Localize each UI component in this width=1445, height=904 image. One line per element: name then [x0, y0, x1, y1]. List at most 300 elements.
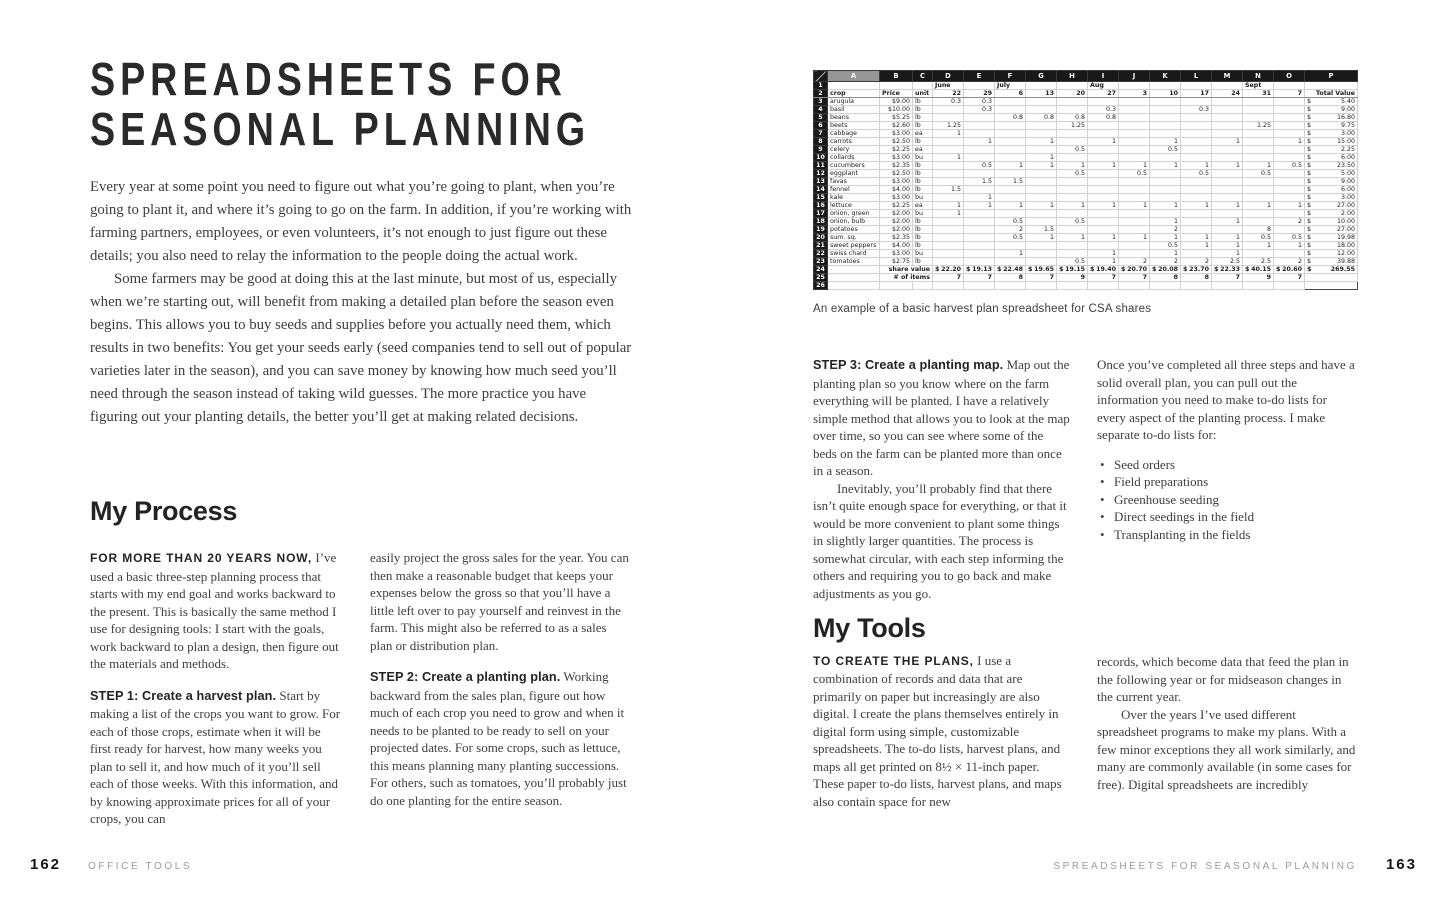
sheet-cell: 1 [1088, 258, 1119, 266]
sheet-cell: 1 [1181, 202, 1212, 210]
sheet-cell: 1 [1026, 138, 1057, 146]
sheet-cell: P [1305, 71, 1358, 82]
sheet-cell: tomatoes [828, 258, 880, 266]
sheet-row [814, 178, 1358, 186]
sheet-cell: 8 [995, 274, 1026, 282]
sheet-cell [1057, 242, 1088, 250]
sheet-cell [1088, 242, 1119, 250]
sheet-cell: carrots [828, 138, 880, 146]
sheet-cell: 3 [1119, 90, 1150, 98]
sheet-cell: 1 [1212, 234, 1243, 242]
sheet-cell [964, 154, 995, 162]
sheet-cell [1150, 178, 1181, 186]
page-title-line2: SEASONAL PLANNING [90, 103, 591, 155]
sheet-cell [1119, 178, 1150, 186]
records-paragraph: records, which become data that feed the plan in the following year or for midseason changes in the current year. [1097, 654, 1349, 705]
sheet-cell: $ 6.00 [1305, 186, 1358, 194]
sheet-cell: collards [828, 154, 880, 162]
tools-intro-paragraph [813, 652, 1070, 811]
sheet-cell [1212, 130, 1243, 138]
sheet-cell: $ 40.15 [1243, 266, 1274, 274]
sheet-cell: 16 [814, 202, 828, 210]
sheet-cell [1057, 98, 1088, 106]
sheet-cell: 17 [1181, 90, 1212, 98]
sheet-cell: 31 [1243, 90, 1274, 98]
sheet-cell [1243, 210, 1274, 218]
sheet-cell: 7 [1212, 274, 1243, 282]
sheet-cell [995, 98, 1026, 106]
sheet-cell [1181, 194, 1212, 202]
sheet-row [814, 242, 1358, 250]
sheet-cell [1274, 146, 1305, 154]
sheet-cell [964, 218, 995, 226]
sheet-cell: 12 [814, 170, 828, 178]
sheet-cell: 20 [814, 234, 828, 242]
left-column-1 [90, 549, 344, 828]
sheet-cell [964, 226, 995, 234]
sheet-cell [1026, 170, 1057, 178]
records-section [1097, 653, 1356, 793]
sheet-cell [933, 242, 964, 250]
sheet-cell [1119, 282, 1150, 290]
sheet-cell: 23 [814, 258, 828, 266]
sheet-row [814, 138, 1358, 146]
sheet-cell [933, 114, 964, 122]
sheet-cell: 1 [1088, 138, 1119, 146]
sheet-cell: 0.5 [1057, 218, 1088, 226]
sheet-cell: 1 [814, 82, 828, 90]
sheet-cell [1243, 138, 1274, 146]
sheet-cell [1150, 98, 1181, 106]
sheet-cell: 8 [1181, 274, 1212, 282]
sheet-cell: 2.5 [1212, 258, 1243, 266]
sheet-cell: lb [913, 106, 933, 114]
sheet-cell: 1 [1150, 218, 1181, 226]
sheet-cell [1181, 82, 1212, 90]
sheet-cell: 1 [1150, 202, 1181, 210]
sheet-cell: 0.5 [1057, 170, 1088, 178]
sheet-cell [1274, 250, 1305, 258]
sheet-cell [964, 146, 995, 154]
sheet-cell [995, 210, 1026, 218]
sheet-cell: J [1119, 71, 1150, 82]
sheet-cell: 2 [1274, 218, 1305, 226]
sheet-cell: H [1057, 71, 1088, 82]
sheet-row [814, 154, 1358, 162]
sheet-cell [1119, 82, 1150, 90]
spreadsheet-table [813, 70, 1358, 290]
sheet-cell: 2 [995, 226, 1026, 234]
sheet-cell [1088, 130, 1119, 138]
sheet-cell [933, 282, 964, 290]
sheet-cell [1181, 226, 1212, 234]
sheet-cell: 8 [1150, 274, 1181, 282]
sheet-cell [995, 194, 1026, 202]
sheet-cell [1057, 106, 1088, 114]
sheet-cell: arugula [828, 98, 880, 106]
sheet-cell [1274, 106, 1305, 114]
sheet-cell [828, 274, 880, 282]
sheet-cell: $ 20.60 [1274, 266, 1305, 274]
sheet-cell: 2 [1150, 226, 1181, 234]
sheet-cell: 0.8 [1026, 114, 1057, 122]
sheet-cell: onion, green [828, 210, 880, 218]
sheet-cell: 0.5 [1150, 242, 1181, 250]
sheet-cell: 1 [1274, 242, 1305, 250]
sheet-cell: B [880, 71, 913, 82]
sheet-cell [1150, 210, 1181, 218]
sheet-cell: 1 [1212, 202, 1243, 210]
intro-section [90, 176, 636, 429]
sheet-cell: $ 3.00 [1305, 194, 1358, 202]
sheet-cell [1026, 210, 1057, 218]
sheet-cell: Aug [1088, 82, 1119, 90]
sheet-cell [933, 106, 964, 114]
sheet-cell: 0.5 [1057, 258, 1088, 266]
sheet-cell [1119, 146, 1150, 154]
sheet-cell: 4 [814, 106, 828, 114]
sheet-cell: bu [913, 154, 933, 162]
sheet-cell: 1 [1119, 234, 1150, 242]
sheet-cell: $ 19.98 [1305, 234, 1358, 242]
sheet-cell: beets [828, 122, 880, 130]
step1-paragraph [90, 687, 344, 828]
sheet-cell [933, 194, 964, 202]
sheet-cell [1181, 130, 1212, 138]
sheet-cell [1119, 138, 1150, 146]
todo-list-item: • Greenhouse seeding [1097, 491, 1356, 509]
sheet-cell: 7 [1088, 274, 1119, 282]
sheet-cell [995, 258, 1026, 266]
sheet-cell: 0.5 [1057, 146, 1088, 154]
sheet-cell: Sept [1243, 82, 1274, 90]
sheet-cell: 1 [995, 250, 1026, 258]
sheet-cell: 1 [1212, 250, 1243, 258]
sheet-cell: $ 9.00 [1305, 106, 1358, 114]
sheet-cell: lb [913, 162, 933, 170]
my-tools-heading: My Tools [813, 613, 926, 643]
sheet-cell: 1 [1026, 154, 1057, 162]
sheet-row [814, 114, 1358, 122]
sheet-cell [828, 266, 880, 274]
sheet-cell: G [1026, 71, 1057, 82]
sheet-cell: K [1150, 71, 1181, 82]
sheet-cell: 0.5 [995, 218, 1026, 226]
sheet-cell [1026, 194, 1057, 202]
sheet-cell: July [995, 82, 1026, 90]
sheet-cell [1181, 154, 1212, 162]
sheet-cell: 0.8 [995, 114, 1026, 122]
sheet-cell: $3.00 [880, 194, 913, 202]
sheet-cell [964, 170, 995, 178]
sheet-cell [1119, 154, 1150, 162]
sheet-cell [1274, 98, 1305, 106]
todo-intro-paragraph: Once you’ve completed all three steps and have a solid overall plan, you can pull out the information you need to make to-do lists for every aspect of the planting process. I make separate to-do lists for: [1097, 357, 1355, 442]
right-column-1 [813, 356, 1070, 810]
sheet-row [814, 234, 1358, 242]
sheet-cell [1026, 218, 1057, 226]
sheet-cell [1243, 114, 1274, 122]
todo-list-item: • Direct seedings in the field [1097, 508, 1356, 526]
sheet-cell [995, 146, 1026, 154]
sheet-cell: sweet peppers [828, 242, 880, 250]
sheet-cell: $ 9.00 [1305, 178, 1358, 186]
sheet-cell [1243, 178, 1274, 186]
sheet-cell: 7 [1274, 90, 1305, 98]
sheet-cell: crop [828, 90, 880, 98]
sheet-cell: lb [913, 258, 933, 266]
sheet-cell: 2 [1181, 258, 1212, 266]
sheet-cell: 0.8 [1088, 114, 1119, 122]
sheet-cell [995, 186, 1026, 194]
sheet-cell: 1 [1057, 162, 1088, 170]
sheet-cell: 1 [1088, 202, 1119, 210]
sheet-cell [1181, 250, 1212, 258]
step2-paragraph [370, 668, 631, 809]
sheet-cell [1212, 114, 1243, 122]
sheet-cell: lb [913, 186, 933, 194]
sheet-cell: $ 27.00 [1305, 202, 1358, 210]
sheet-cell: lb [913, 122, 933, 130]
sheet-cell [995, 154, 1026, 162]
sheet-cell [1212, 154, 1243, 162]
sheet-cell: 1.5 [995, 178, 1026, 186]
sheet-cell [1088, 170, 1119, 178]
sheet-cell: $4.00 [880, 186, 913, 194]
sheet-cell: fennel [828, 186, 880, 194]
sheet-cell [1212, 106, 1243, 114]
sheet-cell: E [964, 71, 995, 82]
sheet-cell: 1 [1057, 234, 1088, 242]
sheet-cell [1274, 114, 1305, 122]
sheet-cell [1026, 178, 1057, 186]
sheet-cell [1274, 82, 1305, 90]
sheet-cell [933, 226, 964, 234]
sheet-cell [1181, 146, 1212, 154]
sheet-cell: 1 [964, 138, 995, 146]
sheet-cell [1057, 130, 1088, 138]
sheet-cell: sum. sq. [828, 234, 880, 242]
sheet-cell: 3 [814, 98, 828, 106]
sheet-cell: 1.25 [1057, 122, 1088, 130]
sheet-cell: lb [913, 98, 933, 106]
sheet-cell [964, 114, 995, 122]
sheet-cell: $ 10.00 [1305, 218, 1358, 226]
sheet-cell [933, 138, 964, 146]
step2-label: STEP 2: Create a planting plan. [370, 670, 561, 684]
sheet-cell [1088, 122, 1119, 130]
sheet-row [814, 146, 1358, 154]
sheet-cell [1274, 282, 1305, 290]
sheet-cell: 2 [1119, 258, 1150, 266]
sheet-cell: $ 19.13 [964, 266, 995, 274]
sheet-cell [1212, 210, 1243, 218]
sheet-cell: M [1212, 71, 1243, 82]
sheet-cell: cucumbers [828, 162, 880, 170]
sheet-cell: share value [880, 266, 933, 274]
sheet-cell [1088, 178, 1119, 186]
footer-right-page-number: 163 [1385, 856, 1417, 873]
sheet-cell [1181, 186, 1212, 194]
sheet-cell: lb [913, 234, 933, 242]
sheet-cell [933, 178, 964, 186]
sheet-cell [1088, 186, 1119, 194]
sheet-cell: $ 22.48 [995, 266, 1026, 274]
sheet-cell [1057, 282, 1088, 290]
intro-paragraph-2: Some farmers may be good at doing this at the last minute, but most of us, especially when we’re starting out, will benefit from making a detailed plan before the season even begins. This allows you to buy seeds and supplies before you actually need them, which results in two benefits: You get your seeds early (seed companies tend to sell out of popular varieties later in the season), and you can save money by knowing how much seed you’ll need through the season instead of taking wild guesses. The more practice you have figuring out your planting details, the better you’ll get at making related decisions. [90, 271, 632, 425]
sheet-cell: 22 [814, 250, 828, 258]
spreadsheet-programs-paragraph: Over the years I’ve used different spreadsheet programs to make my plans. With a few minor exceptions they all work similarly, and many are commonly available (in some cases for free). Digital spreadsheets are incredibly [1097, 706, 1356, 792]
sheet-cell: $ 12.00 [1305, 250, 1358, 258]
sheet-cell: $2.25 [880, 202, 913, 210]
sheet-cell: 1 [964, 194, 995, 202]
sheet-cell: 1 [1026, 162, 1057, 170]
sheet-row [814, 194, 1358, 202]
sheet-cell [1057, 186, 1088, 194]
sheet-cell [1057, 154, 1088, 162]
sheet-cell: 19 [814, 226, 828, 234]
sheet-cell: $ 20.70 [1119, 266, 1150, 274]
sheet-cell [1057, 138, 1088, 146]
sheet-cell: $ 2.25 [1305, 146, 1358, 154]
sheet-cell [913, 282, 933, 290]
sheet-cell: 1 [1212, 138, 1243, 146]
sheet-cell [1243, 146, 1274, 154]
sheet-cell: 1.5 [1026, 226, 1057, 234]
sheet-cell [1119, 186, 1150, 194]
sheet-cell [1274, 170, 1305, 178]
sheet-cell: lb [913, 218, 933, 226]
page-title-line1: SPREADSHEETS FOR [90, 53, 567, 105]
sheet-cell [1119, 226, 1150, 234]
planning-adjustments-paragraph: Inevitably, you’ll probably find that there isn’t quite enough space for everything, or that it would be more convenient to plant some things in slightly larger quantities. The process is somewhat circular, with each step informing the others and requiring you to go back and make adjustments as you go. [813, 480, 1067, 601]
sheet-cell: $9.00 [880, 98, 913, 106]
sheet-cell: 1 [933, 130, 964, 138]
sheet-cell [1243, 282, 1274, 290]
sheet-row [814, 170, 1358, 178]
sheet-cell: 2.5 [1243, 258, 1274, 266]
sheet-cell [933, 218, 964, 226]
sheet-cell [1026, 106, 1057, 114]
sheet-cell: C [913, 71, 933, 82]
sheet-cell: lettuce [828, 202, 880, 210]
sheet-cell: 1 [995, 202, 1026, 210]
sheet-cell: 7 [1026, 274, 1057, 282]
sheet-cell: $2.35 [880, 162, 913, 170]
sheet-cell: 1.5 [964, 178, 995, 186]
sheet-cell [1088, 210, 1119, 218]
step1-text: Start by making a list of the crops you want to grow. For each of those crops, estimate when it will be first ready for harvest, how many weeks you plan to sell it, and how much of it you’ll sell each of those weeks. With this information, and by knowing approximate prices for all of your crops, you can [90, 687, 341, 826]
sheet-cell: 1 [1150, 162, 1181, 170]
sheet-cell: 1 [1274, 202, 1305, 210]
sheet-cell [1274, 130, 1305, 138]
sheet-cell: L [1181, 71, 1212, 82]
sheet-cell: 1 [1088, 162, 1119, 170]
sheet-cell [964, 130, 995, 138]
sheet-cell: ea [913, 130, 933, 138]
sheet-cell: 26 [814, 282, 828, 290]
sheet-cell [995, 130, 1026, 138]
sheet-cell: 20 [1057, 90, 1088, 98]
step2-text: Working backward from the sales plan, figure out how much of each crop you need to grow and when it needs to be planted to be ready to sell on your projected dates. For some crops, such as lettuce, this means planning many planting successions. For others, such as tomatoes, you’ll probably just do one planting for the entire season. [370, 669, 627, 808]
sheet-cell [1150, 170, 1181, 178]
sheet-cell: N [1243, 71, 1274, 82]
sheet-cell: 27 [1088, 90, 1119, 98]
sheet-cell: $3.00 [880, 178, 913, 186]
sheet-cell: $ 39.88 [1305, 258, 1358, 266]
sheet-cell: 24 [814, 266, 828, 274]
sheet-cell: 1 [933, 210, 964, 218]
sheet-cell [1088, 218, 1119, 226]
sheet-row [814, 162, 1358, 170]
sheet-cell: 0.3 [1088, 106, 1119, 114]
sheet-cell [1088, 154, 1119, 162]
sheet-cell: 9 [814, 146, 828, 154]
sheet-cell: 8 [1243, 226, 1274, 234]
sheet-cell [1150, 194, 1181, 202]
sheet-cell [964, 82, 995, 90]
sheet-cell [880, 82, 913, 90]
sheet-cell: $2.00 [880, 226, 913, 234]
sheet-cell [933, 234, 964, 242]
sheet-cell: $2.60 [880, 122, 913, 130]
sheet-cell: 1 [1119, 162, 1150, 170]
step3-text: Map out the planting plan so you know where on the farm everything will be planted. I have a relatively simple method that allows you to look at the map over time, so you can see where some of the beds on the farm can be planted more than once in a season. [813, 357, 1070, 478]
sheet-cell: 1 [1243, 242, 1274, 250]
sheet-cell [1026, 250, 1057, 258]
sheet-cell: 25 [814, 274, 828, 282]
sheet-cell: 2 [1150, 258, 1181, 266]
sheet-cell: 14 [814, 186, 828, 194]
sheet-cell: $ 19.15 [1057, 266, 1088, 274]
sheet-cell: 1 [1026, 234, 1057, 242]
sales-projection-paragraph: easily project the gross sales for the year. You can then make a reasonable budget that keeps your expenses below the gross so that you’ll have a little left over to pay yourself and reinvest in the farm. This might also be referred to as a sales plan or distribution plan. [370, 550, 629, 653]
sheet-cell [1026, 146, 1057, 154]
sheet-cell [1274, 210, 1305, 218]
footer-left-page-number: 162 [30, 856, 62, 873]
sheet-cell [1150, 282, 1181, 290]
sheet-cell: 7 [964, 274, 995, 282]
sheet-cell: 0.5 [1243, 234, 1274, 242]
sheet-cell: 0.3 [1181, 106, 1212, 114]
sheet-cell: bu [913, 210, 933, 218]
sheet-cell: 1 [1274, 138, 1305, 146]
sheet-cell: $2.35 [880, 234, 913, 242]
sheet-cell [1026, 242, 1057, 250]
sheet-cell: $5.25 [880, 114, 913, 122]
sheet-cell: 13 [1026, 90, 1057, 98]
sheet-cell: 9 [1243, 274, 1274, 282]
sheet-cell [1026, 130, 1057, 138]
sheet-cell: 7 [1274, 274, 1305, 282]
my-process-heading: My Process [90, 496, 238, 526]
sheet-cell: 1 [1150, 138, 1181, 146]
sheet-cell [1026, 82, 1057, 90]
sheet-cell: 0.3 [933, 98, 964, 106]
sheet-cell: bu [913, 250, 933, 258]
sheet-cell [828, 82, 880, 90]
step1-label: STEP 1: Create a harvest plan. [90, 688, 277, 703]
sheet-cell [1274, 186, 1305, 194]
sheet-cell [1026, 258, 1057, 266]
sheet-cell: 1 [1181, 242, 1212, 250]
sheet-cell [1305, 274, 1358, 282]
sheet-cell: lb [913, 242, 933, 250]
sheet-cell: basil [828, 106, 880, 114]
sheet-cell: $ 22.20 [933, 266, 964, 274]
sheet-cell [1212, 282, 1243, 290]
sheet-cell [1057, 178, 1088, 186]
